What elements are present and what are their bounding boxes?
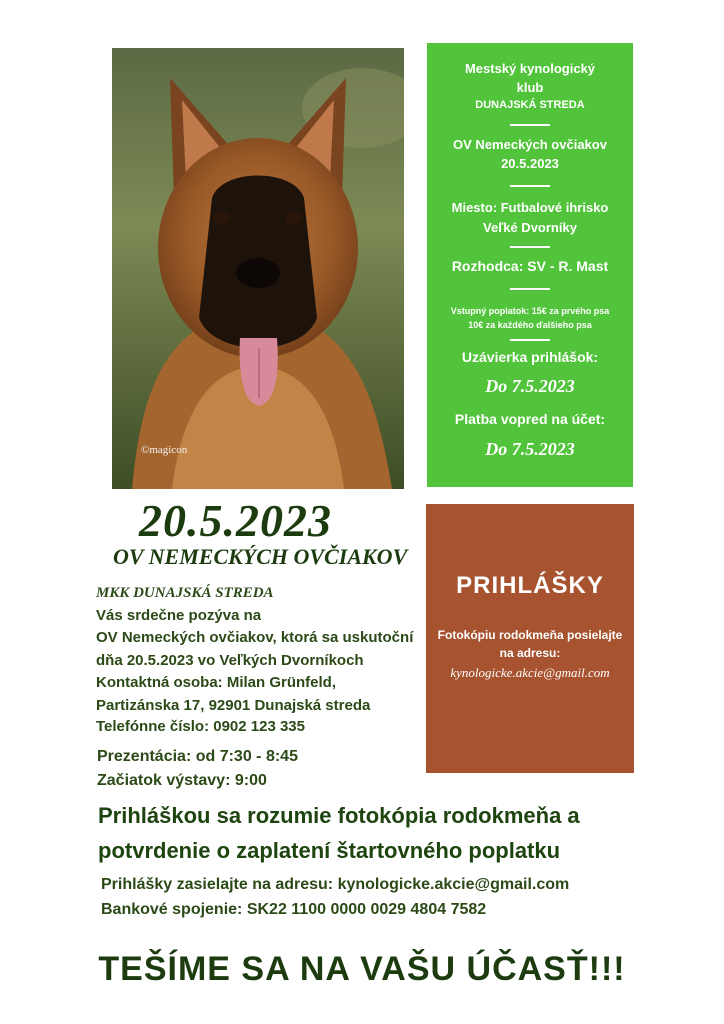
contact-person: Kontaktná osoba: Milan Grünfeld, — [96, 674, 337, 691]
invite-line1: Vás srdečne pozýva na — [96, 607, 262, 624]
presentation-time: Prezentácia: od 7:30 - 8:45 — [97, 748, 298, 765]
payment-label: Platba vopred na účet: — [454, 411, 606, 427]
invite-line3: dňa 20.5.2023 vo Veľkých Dvorníkoch — [96, 652, 364, 669]
note-line2: potvrdenie o zaplatení štartovného poplatku — [98, 838, 561, 863]
judge: Rozhodca: SV - R. Mast — [451, 258, 609, 274]
divider — [510, 185, 550, 187]
fee-line2: 10€ za každého ďalšieho psa — [468, 320, 592, 330]
event-info-panel — [427, 43, 633, 487]
payment-date: Do 7.5.2023 — [485, 439, 575, 459]
event-date-large: 20.5.2023 — [139, 495, 332, 546]
send-address: Prihlášky zasielajte na adresu: kynologicke.akcie@gmail.com — [101, 876, 570, 893]
contact-address: Partizánska 17, 92901 Dunajská streda — [96, 697, 371, 714]
german-shepherd-illustration — [112, 48, 404, 489]
photo-copyright: ©magicon — [141, 444, 188, 456]
event-date: 20.5.2023 — [501, 156, 559, 171]
contact-phone: Telefónne číslo: 0902 123 335 — [96, 718, 305, 735]
divider — [510, 124, 550, 126]
club-name-line2: klub — [516, 80, 544, 95]
club-name-line3: DUNAJSKÁ STREDA — [475, 99, 585, 111]
event-title: OV NEMECKÝCH OVČIAKOV — [113, 544, 408, 569]
organizer-club: MKK DUNAJSKÁ STREDA — [96, 585, 274, 601]
dog-photo — [112, 48, 404, 489]
fee-line1: Vstupný poplatok: 15€ za prvého psa — [450, 306, 610, 316]
venue-line2: Veľké Dvorníky — [483, 220, 577, 235]
invite-line2: OV Nemeckých ovčiakov, ktorá sa uskutoční — [96, 629, 414, 646]
event-name-line1: OV Nemeckých ovčiakov — [453, 137, 607, 152]
deadline-date: Do 7.5.2023 — [485, 376, 575, 396]
divider — [510, 246, 550, 248]
venue-line1: Miesto: Futbalové ihrisko — [451, 200, 609, 215]
applications-text-line2: na adresu: — [499, 646, 561, 660]
divider — [510, 339, 550, 341]
divider — [510, 288, 550, 290]
start-time: Začiatok výstavy: 9:00 — [97, 772, 267, 789]
club-name-line1: Mestský kynologický — [464, 61, 596, 76]
applications-email: kynologicke.akcie@gmail.com — [450, 665, 610, 680]
applications-panel — [426, 504, 634, 773]
closing-message: TEŠÍME SA NA VAŠU ÚČASŤ!!! — [98, 950, 626, 988]
note-line1: Prihláškou sa rozumie fotokópia rodokmeňa a — [98, 803, 580, 828]
applications-title: PRIHLÁŠKY — [456, 572, 604, 599]
applications-text-line1: Fotokópiu rodokmeňa posielajte — [437, 628, 623, 642]
bank-account: Bankové spojenie: SK22 1100 0000 0029 4804 7582 — [101, 901, 487, 918]
deadline-label: Uzávierka prihlášok: — [461, 349, 599, 365]
